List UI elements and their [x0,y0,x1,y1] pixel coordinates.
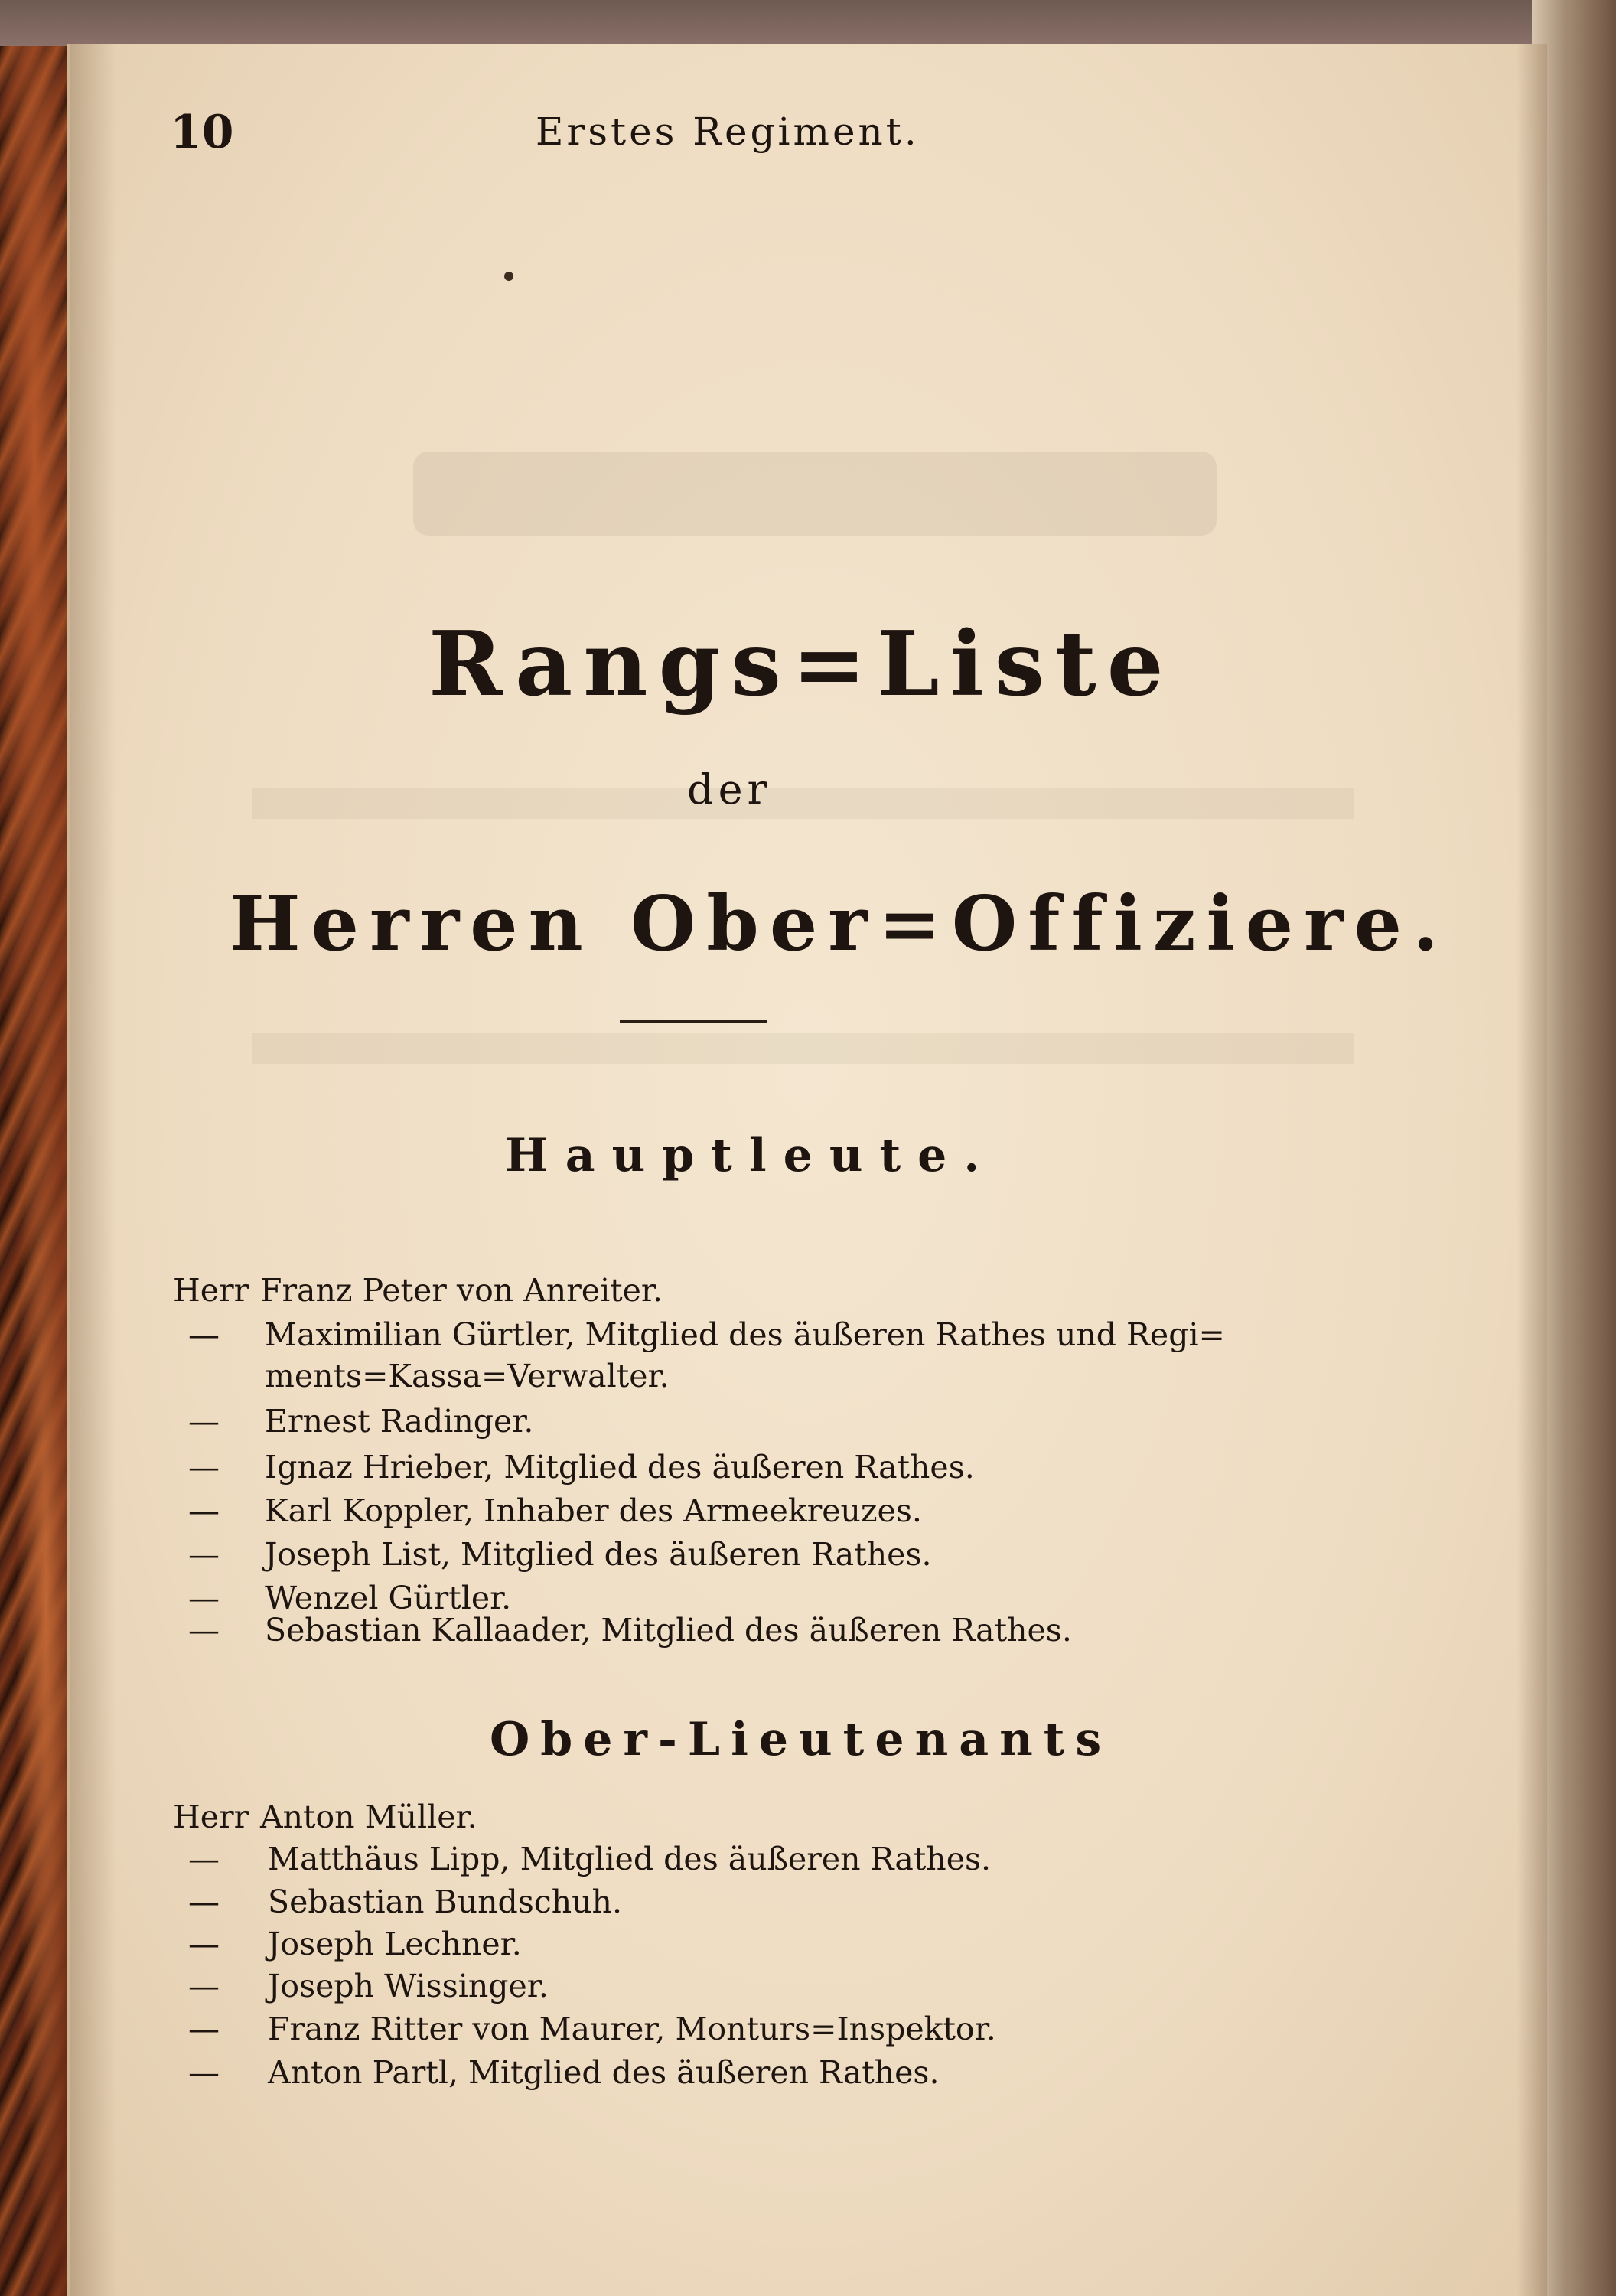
entry-prefix: — [188,1926,220,1962]
title-divider [620,1020,767,1023]
ink-dot [504,272,513,281]
list-item: Sebastian Kallaader, Mitglied des äußeren Rathes. [265,1612,1072,1649]
entry-prefix: — [188,1841,220,1877]
list-item: Joseph List, Mitglied des äußeren Rathes. [265,1536,932,1573]
list-item-continuation: ments=Kassa=Verwalter. [265,1358,670,1394]
list-item: Wenzel Gürtler. [265,1580,512,1616]
entry-prefix: — [188,1403,220,1440]
running-title: Erstes Regiment. [536,109,920,154]
entry-prefix: — [188,1449,220,1486]
entry-prefix: — [188,1612,220,1649]
entry-prefix: — [188,1316,220,1353]
list-item: Anton Partl, Mitglied des äußeren Rathes. [268,2054,940,2091]
entry-prefix: Herr [173,1799,249,1835]
entry-prefix: — [188,1492,220,1529]
list-item: Joseph Lechner. [268,1926,522,1962]
page-subtitle: Herren Ober=Offiziere. [230,880,1450,968]
list-item: Karl Koppler, Inhaber des Armeekreuzes. [265,1492,922,1529]
list-item: Ernest Radinger. [265,1403,534,1440]
list-item: Anton Müller. [260,1799,477,1835]
list-item: Joseph Wissinger. [268,1968,549,2004]
entry-prefix: — [188,1883,220,1920]
entry-prefix: Herr [173,1272,249,1309]
entry-prefix: — [188,1536,220,1573]
section-heading-ober-lieutenants: Ober-Lieutenants [490,1713,1113,1766]
list-item: Matthäus Lipp, Mitglied des äußeren Rathes. [268,1841,992,1877]
page-title: Rangs=Liste [428,612,1175,716]
section-heading-hauptleute: Hauptleute. [505,1129,997,1182]
entry-prefix: — [188,2011,220,2047]
book-cover-top-edge [0,0,1616,46]
list-item: Franz Peter von Anreiter. [260,1272,663,1309]
entry-prefix: — [188,1580,220,1616]
list-item: Ignaz Hrieber, Mitglied des äußeren Rathes. [265,1449,975,1486]
list-item: Franz Ritter von Maurer, Monturs=Inspektor. [268,2011,996,2047]
title-connector: der [687,765,772,814]
entry-prefix: — [188,2054,220,2091]
list-item: Maximilian Gürtler, Mitglied des äußeren Rathes und Regi= [265,1316,1225,1353]
list-item: Sebastian Bundschuh. [268,1883,622,1920]
page-number: 10 [170,106,234,159]
entry-prefix: — [188,1968,220,2004]
